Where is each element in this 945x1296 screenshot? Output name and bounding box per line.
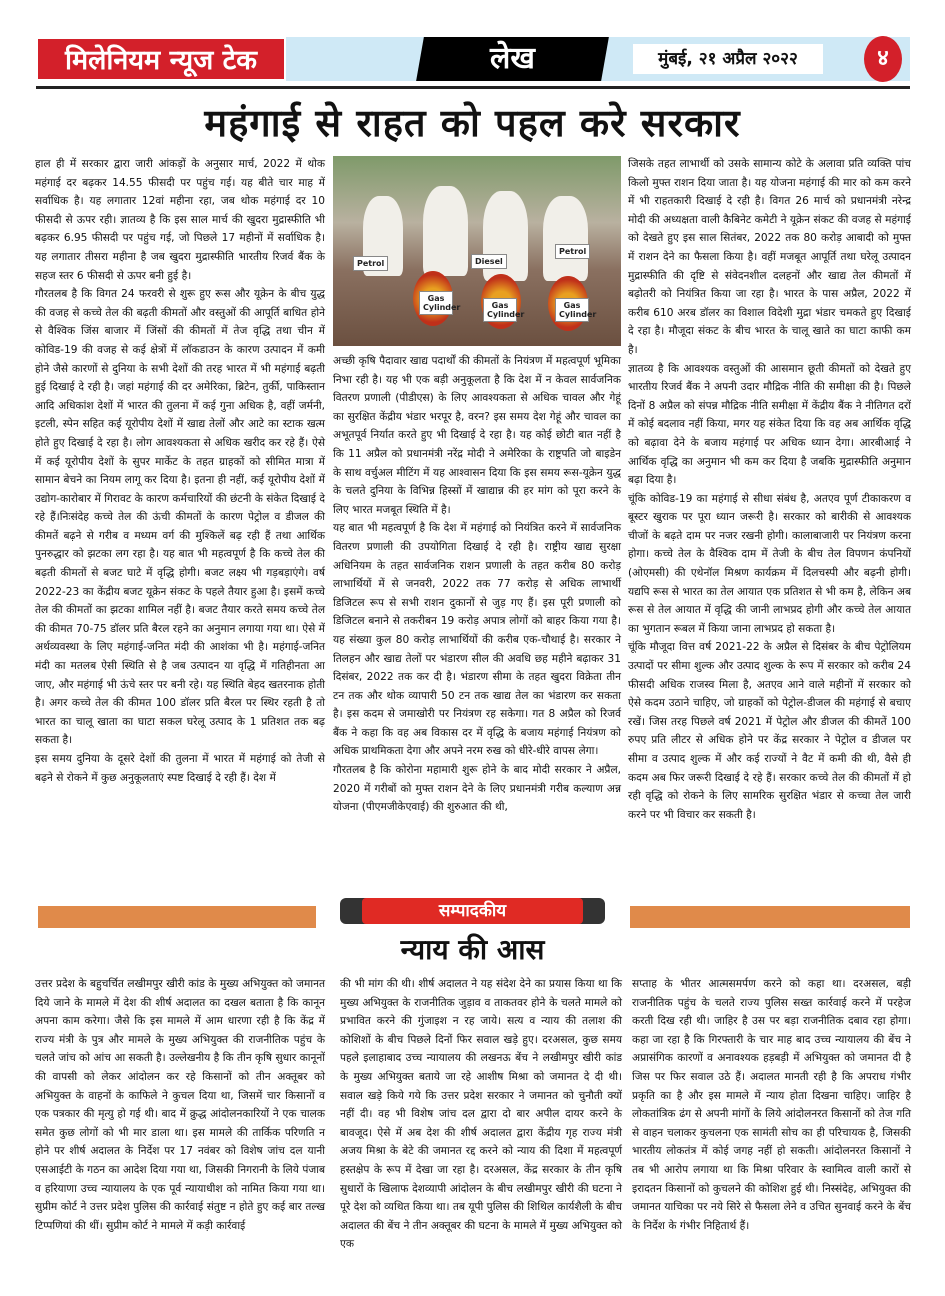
editorial-label: सम्पादकीय	[362, 898, 583, 924]
photo-sign: Diesel	[471, 254, 507, 269]
editorial-band-left	[38, 906, 316, 928]
photo-sign: Gas Cylinder	[483, 298, 517, 322]
paragraph: जिसके तहत लाभार्थी को उसके सामान्य कोटे के अलावा प्रति व्यक्ति पांच किलो मुफ्त राशन दिया जाता है। यह योजना महंगाई की मार को कम करने में भी राहतकारी दिखाई दे रही है। विगत 26 मार्च को प्रधानमंत्री नरेन्द्र मोदी की अध्यक्षता वाली कैबिनेट कमेटी ने यूक्रेन संकट की वजह से महंगाई को देखते हुए इस साल सितंबर, 2022 तक 80 करोड़ आबादी को मुफ्त में राशन देने का फैसला किया है। वहीं मजबूत आपूर्ति तथा घरेलू उत्पादन मुद्रास्फीति की दृष्टि से संवेदनशील दलहनों और खाद्य तेल कीमतों में बढ़ोतरी को नियंत्रित किया जा रहा है। भारत के पास अप्रैल, 2022 में करीब 610 अरब डॉलर का विशाल विदेशी मुद्रा भंडार चमकते हुए दिखाई दे रहा है। मौजूदा संकट के बीच भारत के चालू खाते का घाटा काफी कम है।	[628, 158, 911, 356]
protest-photo	[333, 156, 621, 346]
article-column-1	[35, 155, 325, 787]
editorial-band-right	[630, 906, 910, 928]
photo-sign: Gas Cylinder	[419, 291, 453, 315]
paragraph: सप्ताह के भीतर आत्मसमर्पण करने को कहा था। दरअसल, बड़ी राजनीतिक पहुंच के चलते राज्य पुलिस सख्त कार्रवाई करने में परहेज करती दिख रही थी। जाहिर है उस पर बड़ा राजनीतिक दबाव रहा होगा। कहा जा रहा है कि गिरफ्तारी के चार माह बाद उच्च न्यायालय की बेंच ने अप्रासंगिक कारणों व अनावश्यक हड़बड़ी में अभियुक्त को जमानत दी है जिस पर फिर सवाल उठे हैं। अदालत मानती रही है कि अपराध गंभीर प्रकृति का है और इस मामले में न्याय होता दिखना चाहिए। जाहिर है लोकतांत्रिक ढंग से अपनी मांगों के लिये आंदोलनरत किसानों को तेज गति से वाहन चलाकर कुचलना एक सामंती सोच का ही परिचायक है, जिसकी भारतीय लोकतंत्र में कोई जगह नहीं हो सकती। आंदोलनरत किसानों ने तब भी आरोप लगाया था कि मिश्रा परिवार के स्वामित्व वाली कारों से इरादतन किसानों को कुचलने की कोशिश हुई थी। निस्संदेह, अभियुक्त की जमानत याचिका पर नये सिरे से फैसला लेने व उचित सुनवाई करने के बेंच के निर्देश के गंभीर निहितार्थ हैं।	[632, 978, 911, 1232]
person-figure	[543, 196, 588, 281]
article-column-2	[333, 352, 621, 817]
paragraph: चूंकि कोविड-19 का महंगाई से सीधा संबंध है, अतएव पूर्ण टीकाकरण व बूस्टर खुराक पर पूरा ध्यान जरूरी है। सरकार को बारीकी से आवश्यक चीजों के बढ़ते दाम पर नजर रखनी होगी। कालाबाजारी पर नियंत्रण करना होगा। कच्चे तेल के वैश्विक दाम में तेजी के बीच तेल विपणन कंपनियों (ओएमसी) की एथेनॉल मिश्रण कार्यक्रम में दिलचस्पी और बढ़नी होगी। यद्यपि रूस से भारत का तेल आयात एक प्रतिशत से भी कम है, लेकिन अब रूस से तेल आयात में वृद्धि की जानी लाभप्रद होगी और कच्चे तेल आयात का भुगतान रूबल में किया जाना लाभप्रद हो सकता है।	[628, 492, 911, 635]
paragraph: अच्छी कृषि पैदावार खाद्य पदार्थों की कीमतों के नियंत्रण में महत्वपूर्ण भूमिका निभा रही है। यह भी एक बड़ी अनुकूलता है कि देश में न केवल सार्वजनिक वितरण प्रणाली (पीडीएस) के लिए आवश्यकता से अधिक चावल और गेहूं का सुरक्षित केंद्रीय भंडार भरपूर है, वरन? इस समय देश गेहूं और चावल का अभूतपूर्व निर्यात करते हुए भी दिखाई दे रहा है। यह कोई छोटी बात नहीं है कि 11 अप्रैल को प्रधानमंत्री नरेंद्र मोदी ने अमेरिका के राष्ट्रपति जो बाइडेन के साथ वर्चुअल मीटिंग में यह आश्वासन दिया कि इस समय रूस-यूक्रेन युद्ध के चलते दुनिया के विभिन्न हिस्सों में खाद्यान्न की हर मांग को पूरा करने के लिए भारत मजबूत स्थिति में है।	[333, 355, 621, 516]
editorial-title: न्याय की आस	[400, 933, 545, 966]
paragraph: उत्तर प्रदेश के बहुचर्चित लखीमपुर खीरी कांड के मुख्य अभियुक्त को जमानत दिये जाने के मामले में देश की शीर्ष अदालत का दखल बताता है कि कानून अपना काम करेगा। जैसे कि इस मामले में आम धारणा रही है कि केंद्र में राज्य मंत्री के पुत्र और मामले के मुख्य अभियुक्त की राजनीतिक पहुंच के चलते जांच को आंच आ सकती है। उल्लेखनीय है कि तीन कृषि सुधार कानूनों की वापसी को लेकर आंदोलन कर रहे किसानों को तीन अक्तूबर को अभियुक्त के वाहनों के काफिले ने कुचल दिया था, जिसमें चार किसानों व एक पत्रकार की मृत्यु हो गई थी। बाद में क्रुद्ध आंदोलनकारियों ने एक चालक समेत कुछ लोगों को भी मार डाला था। इस मामले की तार्किक परिणति न होने पर शीर्ष अदालत के निर्देश पर 17 नवंबर को विशेष जांच दल यानी एसआईटी के गठन का आदेश दिया गया था, जिसकी निगरानी के लिये पंजाब व हरियाणा उच्च न्यायालय के एक पूर्व न्यायाधीश को नामित किया गया था। सुप्रीम कोर्ट ने उत्तर प्रदेश पुलिस की कार्रवाई संतुष्ट न होते हुए कई बार तल्ख टिप्पणियां की थीं। सुप्रीम कोर्ट ने मामले में कड़ी कार्रवाई	[35, 978, 325, 1232]
editorial-column-3	[632, 975, 911, 1235]
section-text: लेख	[490, 41, 535, 76]
paragraph: हाल ही में सरकार द्वारा जारी आंकड़ों के अनुसार मार्च, 2022 में थोक महंगाई दर बढ़कर 14.55 फीसदी पर पहुंच गई। यह बीते चार माह में सर्वाधिक है। यह लगातार 12वां महीना रहा, जब थोक महंगाई दर 10 फीसदी से ऊपर रही। ज्ञातव्य है कि इस साल मार्च की खुदरा मुद्रास्फीति भी बढ़कर 6.95 फीसदी पर पहुंच गई, जो पिछले 17 महीनों में सर्वाधिक है। यह लगातार तीसरा महीना है जब खुदरा मुद्रास्फीति भारतीय रिजर्व बैंक के सहज स्तर 6 फीसदी से ऊपर बनी हुई है।	[35, 158, 325, 282]
article-column-3	[628, 155, 911, 824]
photo-sign: Petrol	[555, 244, 590, 259]
paragraph: गौरतलब है कि विगत 24 फरवरी से शुरू हुए रूस और यूक्रेन के बीच युद्ध की वजह से कच्चे तेल की बढ़ती कीमतों और वस्तुओं की आपूर्ति बाधित होने से वैश्विक जिंस बाजार में जिंसों की कीमतों में तेज वृद्धि तथा चीन में कोविड-19 की वजह से कई क्षेत्रों में लॉकडाउन के कारण उत्पादन में कमी होने जैसे कारणों से दुनिया के सभी देशों की तरह भारत में भी महंगाई बढ़ती हुई दिखाई दे रही है। जहां महंगाई की दर अमेरिका, ब्रिटेन, तुर्की, पाकिस्तान आदि अधिकांश देशों में भारत की तुलना में कई गुना अधिक है, वहीं जर्मनी, इटली, स्पेन सहित कई यूरोपीय देशों में खाद्य तेलों और आटे का स्टाक खत्म होते हुए दिखाई दे रहा है। लोग आवश्यकता से अधिक खरीद कर रहे हैं। ऐसे में कई यूरोपीय देशों के सुपर मार्केट के तहत ग्राहकों को सीमित मात्रा में सामान बेचने का नियम लागू कर दिया है। इतना ही नहीं, कई यूरोपीय देशों में उद्योग-कारोबार में गिरावट के कारण कर्मचारियों की छंटनी के संकेत दिखाई दे रहे हैं।निःसंदेह कच्चे तेल की ऊंची कीमतों के कारण पेट्रोल व डीजल की कीमतें बढ़ने से गरीब व मध्यम वर्ग की मुश्किलें बढ़ रही हैं तथा आर्थिक पुनरुद्धार को झटका लग रहा है। यह बात भी महत्वपूर्ण है कि कच्चे तेल की बढ़ती कीमतों से बजट घाटे में वृद्धि होगी। बजट लक्ष्य भी गड़बड़ाएंगे। वर्ष 2022-23 का केंद्रीय बजट यूक्रेन संकट के पहले तैयार हुआ है। इसमें कच्चे तेल की कीमतों का झटका शामिल नहीं है। बजट तैयार करते समय कच्चे तेल की कीमत 70-75 डॉलर प्रति बैरल रहने का अनुमान लगाया गया था। ऐसे में अर्थव्यवस्था के लिए महंगाई-जनित मंदी की आशंका भी है। महंगाई-जनित मंदी का मतलब ऐसी स्थिति से है जब उत्पादन या वृद्धि में गतिहीनता आ जाए, और महंगाई भी ऊंचे स्तर पर बनी रहे। यह स्थिति बेहद खतरनाक होती है। अगर कच्चे तेल की कीमत 100 डॉलर प्रति बैरल पर स्थिर रहती है तो भारत का चालू खाता का घाटा सकल घरेलू उत्पाद के 1 प्रतिशत तक बढ़ सकता है।	[35, 288, 325, 747]
person-figure	[423, 186, 468, 276]
editorial-column-2	[340, 975, 622, 1254]
photo-sign: Gas Cylinder	[555, 298, 589, 322]
dateline: मुंबई, २१ अप्रैल २०२२	[633, 44, 823, 74]
photo-sign: Petrol	[353, 256, 388, 271]
editorial-column-1	[35, 975, 325, 1235]
paragraph: गौरतलब है कि कोरोना महामारी शुरू होने के बाद मोदी सरकार ने अप्रैल, 2020 में गरीबों को मुफ्त राशन देने के लिए प्रधानमंत्री गरीब कल्याण अन्न योजना (पीएमजीकेएवाई) की शुरुआत की थी,	[333, 764, 621, 814]
article-headline: महंगाई से राहत को पहल करे सरकार	[204, 101, 741, 145]
editorial-label-bar	[340, 898, 605, 924]
paragraph: चूंकि मौजूदा वित्त वर्ष 2021-22 के अप्रैल से दिसंबर के बीच पेट्रोलियम उत्पादों पर सीमा शुल्क और उत्पाद शुल्क के रूप में सरकार को करीब 24 फीसदी अधिक राजस्व मिला है, अतएव आने वाले महीनों में सरकार को ऐसे कदम उठाने चाहिए, जो ग्राहकों को पेट्रोल-डीजल की महंगाई से बचाए रखें। जिस तरह पिछले वर्ष 2021 में पेट्रोल और डीजल की कीमतें 100 रुपए प्रति लीटर से अधिक होने पर केंद्र सरकार ने पेट्रोल व डीजल पर सीमा व उत्पाद शुल्क में और कई राज्यों ने वैट में कमी की थी, वैसे ही कदम अब फिर जरूरी दिखाई दे रहे हैं। सरकार कच्चे तेल की कीमतों में हो रही वृद्धि को रोकने के लिए सामरिक सुरक्षित भंडार से कच्चा तेल जारी करने पर भी विचार कर सकती है।	[628, 641, 911, 821]
page-number: ४	[864, 36, 902, 82]
newspaper-brand: मिलेनियम न्यूज टेक	[36, 37, 286, 81]
paragraph: यह बात भी महत्वपूर्ण है कि देश में महंगाई को नियंत्रित करने में सार्वजनिक वितरण प्रणाली की उपयोगिता दिखाई दे रही है। राष्ट्रीय खाद्य सुरक्षा अधिनियम के तहत सार्वजनिक राशन प्रणाली के तहत करीब 80 करोड़ लाभार्थियों में से जनवरी, 2022 तक 77 करोड़ से अधिक लाभार्थी डिजिटल रूप से सभी राशन दुकानों से जुड़ गए हैं। इस पूरी प्रणाली को डिजिटल बनाने से तकरीबन 19 करोड़ अपात्र लोगों को बाहर किया गया है। यह संख्या कुल 80 करोड़ लाभार्थियों की करीब एक-चौथाई है। सरकार ने तिलहन और खाद्य तेलों पर भंडारण सील की अवधि छह महीने बढ़ाकर 31 दिसंबर, 2022 तक कर दी है। भंडारण सीमा के तहत खुदरा विक्रेता तीन टन तक और थोक व्यापारी 50 टन तक खाद्य तेल का भंडारण कर सकता है। इस कदम से जमाखोरी पर नियंत्रण रह सकेगा। गत 8 अप्रैल को रिजर्व बैंक ने कहा कि वह अब विकास दर में वृद्धि के बजाय महंगाई नियंत्रण को अधिक प्राथमिकता देगा और अपने नरम रुख को धीरे-धीरे वापस लेगा।	[333, 522, 621, 758]
paragraph: ज्ञातव्य है कि आवश्यक वस्तुओं की आसमान छूती कीमतों को देखते हुए भारतीय रिजर्व बैंक ने अपनी उदार मौद्रिक नीति की समीक्षा की है। पिछले दिनों 8 अप्रैल को संपन्न मौद्रिक नीति समीक्षा में केंद्रीय बैंक ने नीतिगत दरों में कोई बदलाव नहीं किया, मगर यह संकेत दिया कि वह अब आर्थिक वृद्धि को बढ़ावा देने के बजाय महंगाई पर अधिक ध्यान देगा। आरबीआई ने आर्थिक वृद्धि का अनुमान भी कम कर दिया है जबकि मुद्रास्फीति अनुमान बढ़ा दिया है।	[628, 362, 911, 487]
paragraph: की भी मांग की थी। शीर्ष अदालत ने यह संदेश देने का प्रयास किया था कि मुख्य अभियुक्त के राजनीतिक जुड़ाव व ताकतवर होने के चलते मामले को प्रभावित करने की गुंजाइश न रह जाये। सत्य व न्याय की तलाश की कोशिशों के बीच पिछले दिनों फिर सवाल खड़े हुए। दरअसल, कुछ समय पहले इलाहाबाद उच्च न्यायालय की लखनऊ बेंच ने लखीमपुर खीरी कांड के मुख्य अभियुक्त बताये जा रहे आशीष मिश्रा को जमानत दे दी थी। सवाल खड़े किये गये कि उत्तर प्रदेश सरकार ने जमानत को चुनौती क्यों नहीं दी। वह भी विशेष जांच दल द्वारा दो बार अपील दायर करने के बावजूद। ऐसे में अब देश की शीर्ष अदालत द्वारा केंद्रीय गृह राज्य मंत्री अजय मिश्रा के बेटे की जमानत रद्द करने को न्याय की दिशा में महत्वपूर्ण हस्तक्षेप के रूप में देखा जा रहा है। दरअसल, केंद्र सरकार के तीन कृषि सुधारों के खिलाफ देशव्यापी आंदोलन के बीच लखीमपुर खीरी की घटना ने पूरे देश को व्यथित किया था। तब यूपी पुलिस की शिथिल कार्यशैली के बीच अदालत की बेंच ने तीन अक्तूबर की घटना के मामले में मुख्य अभियुक्त को एक	[340, 978, 622, 1251]
section-label	[416, 37, 609, 81]
header-rule	[36, 86, 910, 89]
paragraph: इस समय दुनिया के दूसरे देशों की तुलना में भारत में महंगाई को तेजी से बढ़ने से रोकने में कुछ अनुकूलताएं स्पष्ट दिखाई दे रही हैं। देश में	[35, 753, 325, 784]
